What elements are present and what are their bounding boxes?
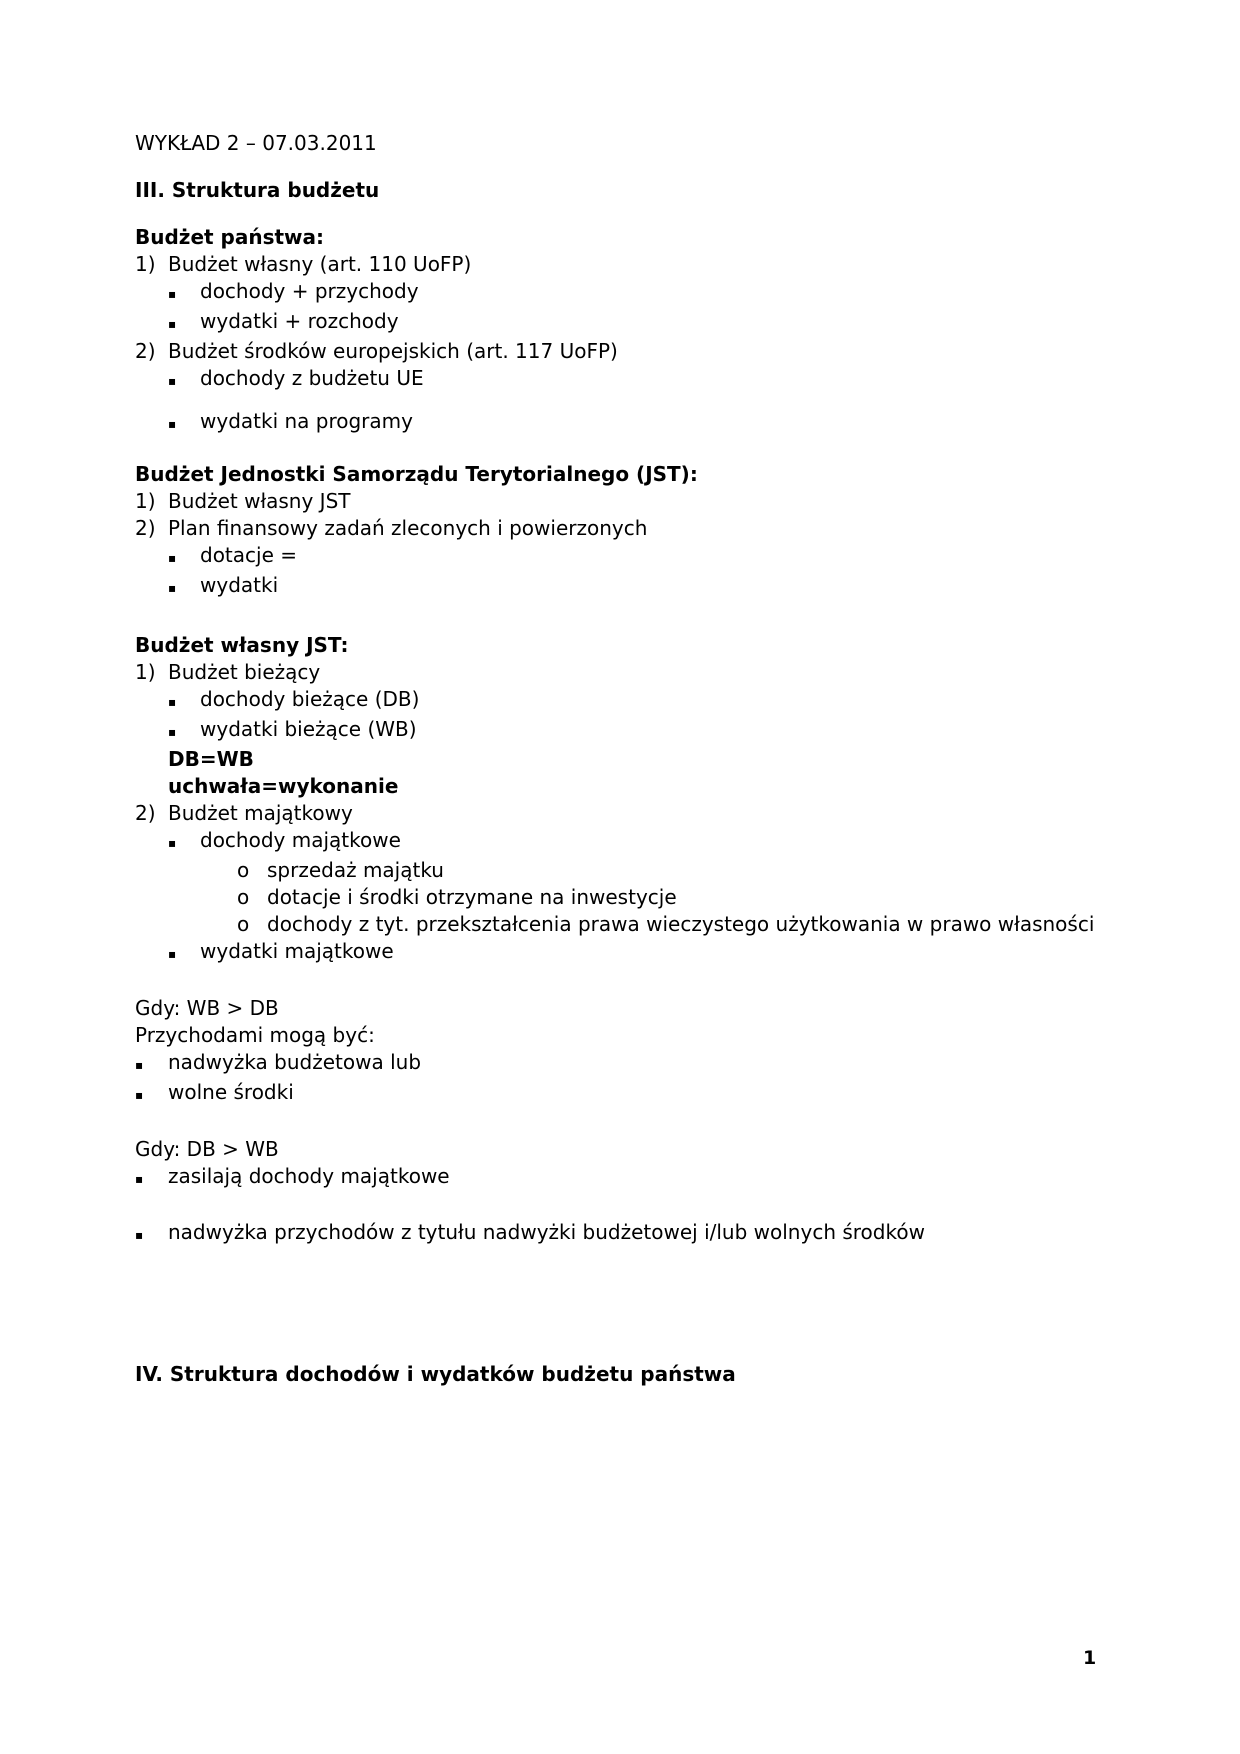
- bullet-text: zasilają dochody majątkowe: [168, 1164, 450, 1188]
- section-heading-iv: [135, 1361, 1105, 1388]
- numbered-item: [135, 515, 1105, 542]
- bullet-marker: ▪: [168, 417, 177, 431]
- numbered-item: [135, 800, 1105, 827]
- section-heading-text: IV. Struktura dochodów i wydatków budżetu państwa: [135, 1362, 736, 1386]
- item-text: Budżet bieżący: [168, 660, 321, 684]
- section-heading-iii: [135, 177, 1105, 204]
- bullet-text: wydatki bieżące (WB): [200, 717, 417, 741]
- subheading-text: Budżet Jednostki Samorządu Terytorialnego (JST):: [135, 462, 698, 486]
- subheading-budzet-wlasny-jst: [135, 632, 1105, 659]
- bullet-item: [135, 1163, 1105, 1193]
- bullet-item: [135, 572, 1105, 602]
- subheading-budzet-panstwa: [135, 224, 1105, 251]
- bullet-item: [135, 1079, 1105, 1109]
- bullet-marker: ▪: [135, 1172, 144, 1186]
- sub-bullet-item: [135, 857, 1105, 884]
- bullet-marker: ▪: [168, 581, 177, 595]
- bullet-item: [135, 278, 1105, 308]
- numbered-item: [135, 659, 1105, 686]
- bullet-marker: ▪: [168, 725, 177, 739]
- item-text: Budżet majątkowy: [168, 801, 353, 825]
- bullet-item: [135, 408, 1105, 438]
- bullet-text: nadwyżka przychodów z tytułu nadwyżki budżetowej i/lub wolnych środków: [168, 1220, 925, 1244]
- bullet-marker: ▪: [168, 695, 177, 709]
- bullet-item: [135, 1219, 1105, 1249]
- bullet-text: nadwyżka budżetowa lub: [168, 1050, 422, 1074]
- bullet-item: [135, 542, 1105, 572]
- subheading-text: Budżet państwa:: [135, 225, 325, 249]
- bullet-text: dochody bieżące (DB): [200, 687, 420, 711]
- numbered-item: [135, 251, 1105, 278]
- bullet-item: [135, 365, 1105, 395]
- emphasis-text: uchwała=wykonanie: [168, 774, 399, 798]
- item-text: Budżet własny JST: [168, 489, 351, 513]
- bullet-item: [135, 938, 1105, 968]
- condition-line-wb-db: [135, 995, 1105, 1022]
- item-number: 1): [135, 660, 156, 684]
- emphasis-text: DB=WB: [168, 747, 254, 771]
- bullet-marker: ▪: [168, 836, 177, 850]
- item-number: 2): [135, 339, 156, 363]
- item-number: 2): [135, 516, 156, 540]
- bullet-text: dochody z budżetu UE: [200, 366, 424, 390]
- emphasis-line-uchwala: [135, 773, 1105, 800]
- sub-bullet-text: dochody z tyt. przekształcenia prawa wieczystego użytkowania w prawo własności: [267, 912, 1095, 936]
- subheading-text: Budżet własny JST:: [135, 633, 349, 657]
- bullet-marker: ▪: [135, 1088, 144, 1102]
- circle-marker: o: [237, 885, 250, 909]
- bullet-text: wydatki na programy: [200, 409, 413, 433]
- bullet-marker: ▪: [168, 947, 177, 961]
- paragraph-line: [135, 1022, 1105, 1049]
- bullet-marker: ▪: [168, 374, 177, 388]
- item-text: Budżet własny (art. 110 UoFP): [168, 252, 472, 276]
- bullet-text: wydatki: [200, 573, 279, 597]
- sub-bullet-item: [135, 884, 1105, 911]
- item-text: Plan finansowy zadań zleconych i powierzonych: [168, 516, 648, 540]
- lecture-header: [135, 130, 1105, 157]
- bullet-text: dochody + przychody: [200, 279, 419, 303]
- condition-text: Gdy: WB > DB: [135, 996, 279, 1020]
- condition-line-db-wb: [135, 1136, 1105, 1163]
- circle-marker: o: [237, 858, 250, 882]
- item-number: 2): [135, 801, 156, 825]
- bullet-item: [135, 686, 1105, 716]
- bullet-marker: ▪: [135, 1228, 144, 1242]
- circle-marker: o: [237, 912, 250, 936]
- document-content: [135, 130, 1105, 1388]
- bullet-text: dotacje =: [200, 543, 298, 567]
- sub-bullet-text: dotacje i środki otrzymane na inwestycje: [267, 885, 677, 909]
- bullet-item: [135, 1049, 1105, 1079]
- page-number: 1: [1083, 1647, 1097, 1669]
- numbered-item: [135, 338, 1105, 365]
- emphasis-line-db-wb: [135, 746, 1105, 773]
- bullet-text: wolne środki: [168, 1080, 294, 1104]
- bullet-text: dochody majątkowe: [200, 828, 401, 852]
- bullet-marker: ▪: [168, 287, 177, 301]
- bullet-item: [135, 827, 1105, 857]
- subheading-budzet-jst: [135, 461, 1105, 488]
- bullet-text: wydatki + rozchody: [200, 309, 399, 333]
- lecture-header-text: WYKŁAD 2 – 07.03.2011: [135, 131, 377, 155]
- item-number: 1): [135, 252, 156, 276]
- bullet-marker: ▪: [135, 1058, 144, 1072]
- bullet-item: [135, 308, 1105, 338]
- item-number: 1): [135, 489, 156, 513]
- sub-bullet-text: sprzedaż majątku: [267, 858, 444, 882]
- bullet-marker: ▪: [168, 551, 177, 565]
- section-heading-text: III. Struktura budżetu: [135, 178, 380, 202]
- bullet-text: wydatki majątkowe: [200, 939, 394, 963]
- condition-text: Gdy: DB > WB: [135, 1137, 279, 1161]
- bullet-marker: ▪: [168, 317, 177, 331]
- numbered-item: [135, 488, 1105, 515]
- bullet-item: [135, 716, 1105, 746]
- sub-bullet-item: [135, 911, 1105, 938]
- paragraph-text: Przychodami mogą być:: [135, 1023, 375, 1047]
- item-text: Budżet środków europejskich (art. 117 UoFP): [168, 339, 618, 363]
